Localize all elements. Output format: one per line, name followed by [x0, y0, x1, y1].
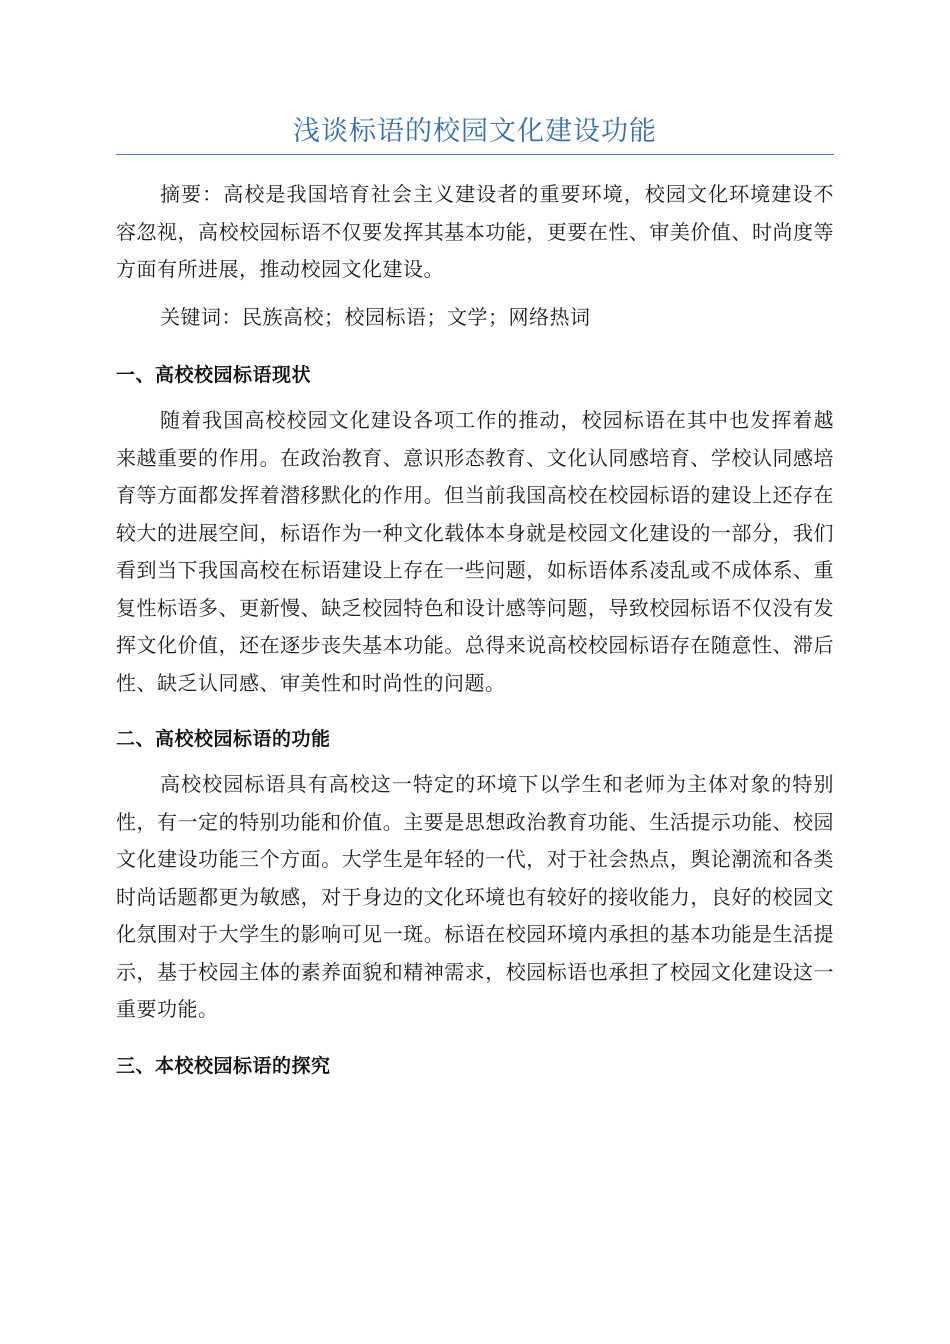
- section-body: 高校校园标语具有高校这一特定的环境下以学生和老师为主体对象的特别性，有一定的特别功能和价值。主要是思想政治教育功能、生活提示功能、校园文化建设功能三个方面。大学生是年轻的一代，对于社会热点，舆论潮流和各类时尚话题都更为敏感，对于身边的文化环境也有较好的接收能力，良好的校园文化氛围对于大学生的影响可见一斑。标语在校园环境内承担的基本功能是生活提示，基于校园主体的素养面貌和精神需求，校园标语也承担了校园文化建设这一重要功能。: [116, 772, 834, 1021]
- keywords-line: 关键词：民族高校；校园标语；文学；网络热词: [160, 304, 591, 329]
- abstract-paragraph: 摘要：高校是我国培育社会主义建设者的重要环境，校园文化环境建设不容忽视，高校校园标语不仅要发挥其基本功能，更要在性、审美价值、时尚度等方面有所进展，推动校园文化建设。: [116, 182, 834, 281]
- section-heading: 二、高校校园标语的功能: [116, 728, 331, 750]
- document-title: 浅谈标语的校园文化建设功能: [293, 116, 657, 147]
- title-underline: [116, 154, 834, 155]
- document-body: [116, 176, 834, 1081]
- section-body: 随着我国高校校园文化建设各项工作的推动，校园标语在其中也发挥着越来越重要的作用。在政治教育、意识形态教育、文化认同感培育、学校认同感培育等方面都发挥着潜移默化的作用。但当前我国高校在校园标语的建设上还存在较大的进展空间，标语作为一种文化载体本身就是校园文化建设的一部分，我们看到当下我国高校在标语建设上存在一些问题，如标语体系凌乱或不成体系、重复性标语多、更新慢、缺乏校园特色和设计感等问题，导致校园标语不仅没有发挥文化价值，还在逐步丧失基本功能。总得来说高校校园标语存在随意性、滞后性、缺乏认同感、审美性和时尚性的问题。: [116, 408, 834, 695]
- section-heading: 一、高校校园标语现状: [116, 364, 312, 386]
- section-heading: 三、本校校园标语的探究: [116, 1054, 331, 1077]
